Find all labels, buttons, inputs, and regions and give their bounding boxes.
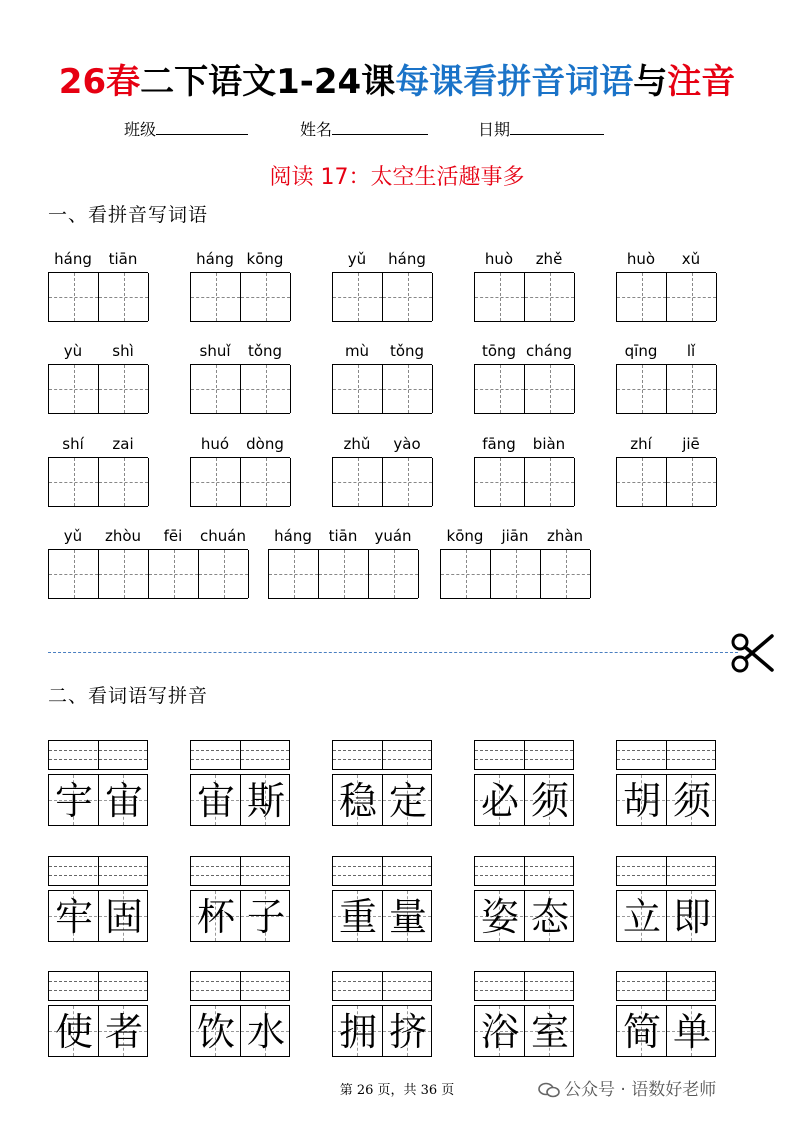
- pinyin-label: yuán: [374, 527, 412, 545]
- writing-cell[interactable]: [241, 458, 291, 506]
- character-word: [190, 856, 290, 944]
- writing-cell[interactable]: [383, 458, 433, 506]
- pinyin-writing-line[interactable]: [48, 740, 148, 770]
- writing-cell[interactable]: [191, 365, 241, 413]
- writing-cell[interactable]: [333, 365, 383, 413]
- writing-grid[interactable]: [190, 364, 290, 414]
- writing-cell[interactable]: [525, 365, 575, 413]
- writing-grid[interactable]: [332, 272, 432, 322]
- writing-grid[interactable]: [48, 457, 148, 507]
- writing-cell[interactable]: [241, 365, 291, 413]
- character-word: [332, 856, 432, 944]
- pinyin-label: tǒng: [247, 342, 283, 360]
- name-field[interactable]: 姓名: [300, 117, 428, 140]
- writing-cell[interactable]: [191, 273, 241, 321]
- writing-cell[interactable]: [475, 458, 525, 506]
- character-word: [616, 856, 716, 944]
- pinyin-word: [48, 527, 248, 601]
- pinyin-label: kōng: [246, 250, 284, 268]
- writing-cell[interactable]: [369, 550, 419, 598]
- pinyin-label: háng: [54, 250, 92, 268]
- character-grid: [474, 890, 574, 942]
- pinyin-label: zhí: [630, 435, 652, 453]
- writing-grid[interactable]: [616, 272, 716, 322]
- pinyin-word: [48, 435, 148, 509]
- pinyin-word: [616, 250, 716, 324]
- character-word: [48, 971, 148, 1059]
- pinyin-label: zhě: [535, 250, 563, 268]
- writing-grid[interactable]: [616, 364, 716, 414]
- pinyin-word: [474, 435, 574, 509]
- pinyin-label: xǔ: [681, 250, 701, 268]
- pinyin-label: shì: [112, 342, 134, 360]
- pinyin-writing-line[interactable]: [48, 856, 148, 886]
- writing-cell[interactable]: [491, 550, 541, 598]
- hanzi-character: 必: [480, 779, 519, 823]
- pinyin-word: [440, 527, 590, 601]
- pinyin-label: háng: [274, 527, 312, 545]
- character-word: [190, 740, 290, 828]
- pinyin-label: huó: [200, 435, 230, 453]
- hanzi-character: 简: [622, 1010, 661, 1054]
- hanzi-character: 须: [672, 779, 711, 823]
- writing-grid[interactable]: [616, 457, 716, 507]
- pinyin-writing-line[interactable]: [474, 856, 574, 886]
- writing-cell[interactable]: [383, 273, 433, 321]
- writing-cell[interactable]: [475, 273, 525, 321]
- pinyin-label: tiān: [328, 527, 358, 545]
- pinyin-writing-line[interactable]: [190, 856, 290, 886]
- pinyin-label: háng: [196, 250, 234, 268]
- cut-line: [48, 652, 738, 653]
- character-word: [332, 971, 432, 1059]
- pinyin-label: zhǔ: [343, 435, 371, 453]
- hanzi-character: 子: [246, 895, 285, 939]
- hanzi-character: 拥: [338, 1010, 377, 1054]
- writing-cell[interactable]: [525, 458, 575, 506]
- hanzi-character: 室: [530, 1010, 569, 1054]
- writing-cell[interactable]: [541, 550, 591, 598]
- pinyin-word: [332, 435, 432, 509]
- writing-cell[interactable]: [99, 458, 149, 506]
- pinyin-label: yù: [63, 342, 83, 360]
- character-grid: [332, 1005, 432, 1057]
- pinyin-word: [268, 527, 418, 601]
- pinyin-word: [48, 250, 148, 324]
- hanzi-character: 浴: [480, 1010, 519, 1054]
- pinyin-label: shuǐ: [199, 342, 231, 360]
- pinyin-label: huò: [484, 250, 514, 268]
- writing-cell[interactable]: [99, 550, 149, 598]
- hanzi-character: 斯: [246, 779, 285, 823]
- writing-cell[interactable]: [99, 273, 149, 321]
- writing-cell[interactable]: [383, 365, 433, 413]
- hanzi-character: 姿: [480, 895, 519, 939]
- writing-cell[interactable]: [49, 273, 99, 321]
- character-word: [332, 740, 432, 828]
- pinyin-label: chuán: [200, 527, 246, 545]
- pinyin-label: zhàn: [546, 527, 584, 545]
- writing-grid[interactable]: [440, 549, 590, 599]
- hanzi-character: 水: [246, 1010, 285, 1054]
- hanzi-character: 重: [338, 895, 377, 939]
- hanzi-character: 固: [104, 895, 143, 939]
- writing-cell[interactable]: [667, 273, 717, 321]
- pinyin-writing-line[interactable]: [190, 740, 290, 770]
- hanzi-character: 杯: [196, 895, 235, 939]
- character-grid: [474, 1005, 574, 1057]
- writing-grid[interactable]: [48, 364, 148, 414]
- wechat-icon: [538, 1082, 560, 1098]
- writing-grid[interactable]: [474, 457, 574, 507]
- character-word: [48, 740, 148, 828]
- section1-heading: 一、看拼音写词语: [48, 204, 209, 226]
- writing-grid[interactable]: [332, 364, 432, 414]
- pinyin-word: [474, 250, 574, 324]
- writing-cell[interactable]: [49, 550, 99, 598]
- writing-grid[interactable]: [190, 272, 290, 322]
- pinyin-writing-line[interactable]: [332, 856, 432, 886]
- writing-cell[interactable]: [617, 365, 667, 413]
- pinyin-label: huò: [626, 250, 656, 268]
- hanzi-character: 牢: [54, 895, 93, 939]
- hanzi-character: 态: [530, 895, 569, 939]
- writing-grid[interactable]: [474, 364, 574, 414]
- hanzi-character: 胡: [622, 779, 661, 823]
- writing-cell[interactable]: [49, 365, 99, 413]
- date-field[interactable]: 日期: [478, 117, 604, 140]
- character-grid: [474, 774, 574, 826]
- pinyin-label: jiē: [682, 435, 700, 453]
- character-word: [474, 971, 574, 1059]
- writing-cell[interactable]: [333, 458, 383, 506]
- pinyin-label: fāng: [482, 435, 516, 453]
- writing-grid[interactable]: [48, 549, 248, 599]
- hanzi-character: 宙: [196, 779, 235, 823]
- pinyin-word: [474, 342, 574, 416]
- hanzi-character: 稳: [338, 779, 377, 823]
- hanzi-character: 即: [672, 895, 711, 939]
- pinyin-label: zhòu: [104, 527, 142, 545]
- writing-cell[interactable]: [475, 365, 525, 413]
- pinyin-label: biàn: [532, 435, 566, 453]
- character-grid: [190, 1005, 290, 1057]
- hanzi-character: 定: [388, 779, 427, 823]
- pinyin-writing-line[interactable]: [332, 971, 432, 1001]
- pinyin-label: yǔ: [63, 527, 83, 545]
- hanzi-character: 单: [672, 1010, 711, 1054]
- pinyin-word: [332, 250, 432, 324]
- pinyin-label: qīng: [624, 342, 658, 360]
- pinyin-word: [616, 342, 716, 416]
- pinyin-label: mù: [344, 342, 370, 360]
- hanzi-character: 立: [622, 895, 661, 939]
- writing-cell[interactable]: [617, 273, 667, 321]
- pinyin-label: yào: [393, 435, 421, 453]
- pinyin-label: háng: [388, 250, 426, 268]
- hanzi-character: 挤: [388, 1010, 427, 1054]
- pinyin-label: yǔ: [347, 250, 367, 268]
- pinyin-label: fēi: [163, 527, 183, 545]
- pinyin-writing-line[interactable]: [474, 971, 574, 1001]
- hanzi-character: 须: [530, 779, 569, 823]
- writing-cell[interactable]: [199, 550, 249, 598]
- hanzi-character: 者: [104, 1010, 143, 1054]
- writing-cell[interactable]: [319, 550, 369, 598]
- page-title: 26春二下语文1-24课每课看拼音词语与注音: [58, 62, 736, 102]
- writing-cell[interactable]: [667, 365, 717, 413]
- pinyin-writing-line[interactable]: [474, 740, 574, 770]
- pinyin-word: [332, 342, 432, 416]
- writing-cell[interactable]: [49, 458, 99, 506]
- pinyin-label: jiān: [501, 527, 529, 545]
- pinyin-word: [48, 342, 148, 416]
- pinyin-writing-line[interactable]: [616, 971, 716, 1001]
- character-grid: [616, 774, 716, 826]
- pinyin-writing-line[interactable]: [332, 740, 432, 770]
- pinyin-word: [190, 342, 290, 416]
- pinyin-label: tǒng: [389, 342, 425, 360]
- pinyin-label: tōng: [481, 342, 517, 360]
- section2-heading: 二、看词语写拼音: [48, 685, 209, 707]
- pinyin-label: kōng: [446, 527, 484, 545]
- class-field[interactable]: 班级: [124, 117, 248, 140]
- scissors-icon: [730, 630, 776, 676]
- character-word: [616, 971, 716, 1059]
- hanzi-character: 量: [388, 895, 427, 939]
- pinyin-label: tiān: [108, 250, 138, 268]
- character-grid: [190, 774, 290, 826]
- character-grid: [332, 890, 432, 942]
- writing-cell[interactable]: [441, 550, 491, 598]
- character-word: [616, 740, 716, 828]
- writing-cell[interactable]: [149, 550, 199, 598]
- character-grid: [48, 774, 148, 826]
- lesson-title: 阅读 17：太空生活趣事多: [269, 165, 525, 190]
- pinyin-writing-line[interactable]: [616, 856, 716, 886]
- writing-grid[interactable]: [190, 457, 290, 507]
- pinyin-word: [190, 435, 290, 509]
- writing-cell[interactable]: [241, 273, 291, 321]
- hanzi-character: 使: [54, 1010, 93, 1054]
- pinyin-word: [616, 435, 716, 509]
- page-footer: 第 26 页，共 36 页: [339, 1083, 455, 1098]
- writing-cell[interactable]: [333, 273, 383, 321]
- pinyin-word: [190, 250, 290, 324]
- writing-grid[interactable]: [332, 457, 432, 507]
- character-grid: [332, 774, 432, 826]
- pinyin-label: lǐ: [686, 342, 696, 360]
- hanzi-character: 宙: [104, 779, 143, 823]
- writing-cell[interactable]: [667, 458, 717, 506]
- character-grid: [48, 1005, 148, 1057]
- writing-cell[interactable]: [269, 550, 319, 598]
- character-word: [190, 971, 290, 1059]
- character-grid: [616, 890, 716, 942]
- writing-cell[interactable]: [617, 458, 667, 506]
- pinyin-writing-line[interactable]: [48, 971, 148, 1001]
- character-word: [474, 856, 574, 944]
- pinyin-label: dòng: [246, 435, 284, 453]
- pinyin-label: zai: [112, 435, 134, 453]
- hanzi-character: 饮: [196, 1010, 235, 1054]
- pinyin-label: shí: [62, 435, 84, 453]
- writing-grid[interactable]: [48, 272, 148, 322]
- pinyin-label: cháng: [526, 342, 572, 360]
- character-grid: [48, 890, 148, 942]
- hanzi-character: 宇: [54, 779, 93, 823]
- character-word: [474, 740, 574, 828]
- character-grid: [190, 890, 290, 942]
- writing-cell[interactable]: [99, 365, 149, 413]
- pinyin-writing-line[interactable]: [190, 971, 290, 1001]
- watermark: 公众号 · 语数好老师: [538, 1075, 716, 1100]
- writing-cell[interactable]: [191, 458, 241, 506]
- writing-cell[interactable]: [525, 273, 575, 321]
- character-grid: [616, 1005, 716, 1057]
- character-word: [48, 856, 148, 944]
- writing-grid[interactable]: [474, 272, 574, 322]
- pinyin-writing-line[interactable]: [616, 740, 716, 770]
- writing-grid[interactable]: [268, 549, 418, 599]
